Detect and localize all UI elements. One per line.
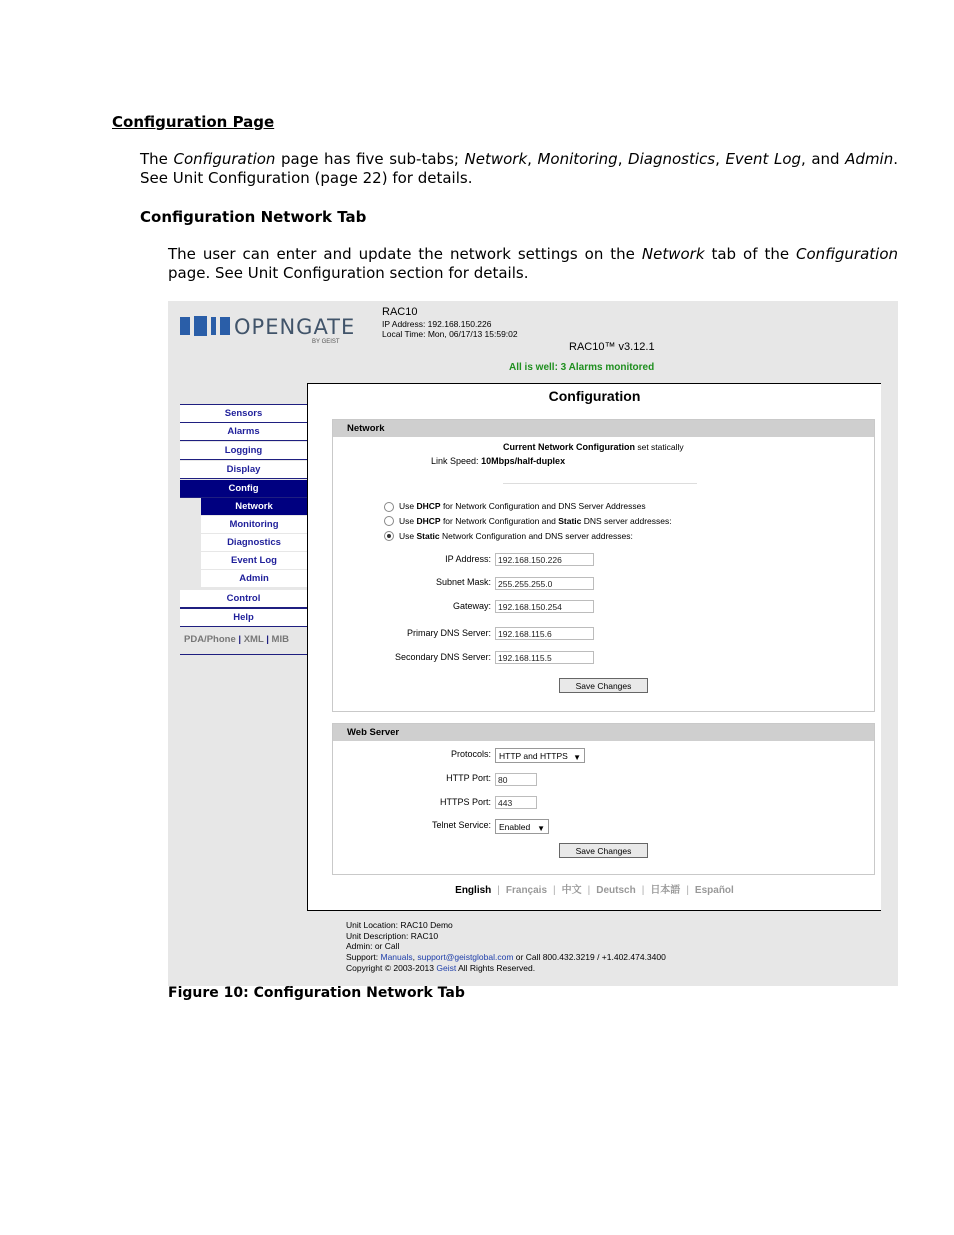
radio-dhcp-static-dns-label: Use DHCP for Network Configuration and Static DNS server addresses: xyxy=(399,516,672,526)
radio-dhcp-all-label: Use DHCP for Network Configuration and DNS Server Addresses xyxy=(399,501,646,511)
https-port-input[interactable]: 443 xyxy=(495,796,537,809)
lang-english[interactable]: English xyxy=(455,885,492,896)
protocols-select[interactable]: HTTP and HTTPS ▼ xyxy=(495,748,585,763)
lang-chinese[interactable]: 中文 xyxy=(561,885,582,896)
network-paragraph: The user can enter and update the network settings on the Network tab of the Configuration page. See Unit Configuration section for details. xyxy=(168,245,898,282)
nav-control[interactable]: Control xyxy=(180,590,307,608)
nav-network[interactable]: Network xyxy=(201,498,307,515)
subnet-mask-label: Subnet Mask: xyxy=(435,577,491,587)
section-heading: Configuration Page xyxy=(112,113,275,131)
unit-location: Unit Location: RAC10 Demo xyxy=(346,920,453,930)
main-content xyxy=(307,383,881,911)
language-selector: English | Français | 中文 | Deutsch | 日本語 | Español xyxy=(455,885,734,896)
nav-logging[interactable]: Logging xyxy=(180,442,307,460)
https-port-label: HTTPS Port: xyxy=(439,797,491,807)
radio-dhcp-static-dns[interactable] xyxy=(384,516,394,526)
ip-address-input[interactable]: 192.168.150.226 xyxy=(495,553,594,566)
page-title: Configuration xyxy=(548,388,641,404)
nav-help[interactable]: Help xyxy=(180,609,307,627)
link-speed-line: Link Speed: 10Mbps/half-duplex xyxy=(431,456,566,466)
network-save-button[interactable]: Save Changes xyxy=(559,678,648,693)
lang-japanese[interactable]: 日本語 xyxy=(650,885,681,896)
figure-caption: Figure 10: Configuration Network Tab xyxy=(168,985,465,1001)
network-section xyxy=(332,419,875,712)
nav-sensors[interactable]: Sensors xyxy=(180,404,307,423)
support-line: Support: Manuals, support@geistglobal.com or Call 800.432.3219 / +1.402.474.3400 xyxy=(346,952,666,963)
unit-admin: Admin: or Call xyxy=(346,941,400,952)
link-pda-phone[interactable]: PDA/Phone xyxy=(184,634,236,645)
nav-alt-links: PDA/Phone | XML | MIB xyxy=(184,634,289,645)
gateway-label: Gateway: xyxy=(452,601,491,611)
unit-description: Unit Description: RAC10 xyxy=(346,930,439,941)
link-xml[interactable]: XML xyxy=(243,634,264,645)
opengate-logo: OPENGATE BY GEIST xyxy=(180,315,360,349)
nav-diagnostics[interactable]: Diagnostics xyxy=(201,534,307,551)
ip-address-label: IP Address: xyxy=(445,554,491,564)
secondary-dns-input[interactable]: 192.168.115.5 xyxy=(495,651,594,664)
local-time-line: Local Time: Mon, 06/17/13 15:59:02 xyxy=(382,329,518,339)
lang-french[interactable]: Français xyxy=(505,885,548,896)
nav-config[interactable]: Config xyxy=(180,480,307,498)
chevron-down-icon: ▼ xyxy=(573,753,581,762)
divider xyxy=(503,483,697,484)
gateway-input[interactable]: 192.168.150.254 xyxy=(495,600,594,613)
http-port-label: HTTP Port: xyxy=(446,773,491,783)
telnet-select[interactable]: Enabled ▼ xyxy=(495,819,549,834)
nav-display[interactable]: Display xyxy=(180,461,307,479)
primary-dns-label: Primary DNS Server: xyxy=(406,628,491,638)
alarm-status[interactable]: All is well: 3 Alarms monitored xyxy=(509,362,655,373)
network-section-header: Network xyxy=(333,420,874,437)
nav-monitoring[interactable]: Monitoring xyxy=(201,516,307,533)
protocols-label: Protocols: xyxy=(450,749,491,759)
web-server-section xyxy=(332,723,875,875)
chevron-down-icon: ▼ xyxy=(537,824,545,833)
web-save-button[interactable]: Save Changes xyxy=(559,843,648,858)
device-name: RAC10 xyxy=(382,306,418,318)
copyright-line: Copyright © 2003-2013 Geist All Rights Reserved. xyxy=(346,962,536,973)
link-mib[interactable]: MIB xyxy=(271,634,289,645)
http-port-input[interactable]: 80 xyxy=(495,773,537,786)
unit-footer xyxy=(346,920,666,974)
nav-admin[interactable]: Admin xyxy=(201,570,307,587)
intro-paragraph: The Configuration page has five sub-tabs; Network, Monitoring, Diagnostics, Event Log, and Admin. See Unit Configuration (page 22) for details. xyxy=(140,150,899,187)
geist-link[interactable]: Geist xyxy=(436,962,457,973)
ip-address-line: IP Address: 192.168.150.226 xyxy=(382,319,492,329)
nav-event-log[interactable]: Event Log xyxy=(201,552,307,569)
primary-dns-input[interactable]: 192.168.115.6 xyxy=(495,627,594,640)
web-server-section-header: Web Server xyxy=(333,724,874,741)
subnet-mask-input[interactable]: 255.255.255.0 xyxy=(495,577,594,590)
secondary-dns-label: Secondary DNS Server: xyxy=(394,652,491,662)
lang-german[interactable]: Deutsch xyxy=(596,885,636,896)
nav-alarms[interactable]: Alarms xyxy=(180,423,307,441)
radio-dhcp-all[interactable] xyxy=(384,502,394,512)
support-email-link[interactable]: support@geistglobal.com xyxy=(417,952,514,963)
current-config-line: Current Network Configuration set statically xyxy=(503,442,684,452)
lang-spanish[interactable]: Español xyxy=(694,885,734,896)
version-label: RAC10™ v3.12.1 xyxy=(569,341,655,353)
manuals-link[interactable]: Manuals xyxy=(380,952,413,963)
figure-screenshot xyxy=(168,301,898,986)
telnet-label: Telnet Service: xyxy=(431,820,491,830)
radio-static-all[interactable] xyxy=(384,531,394,541)
radio-static-all-label: Use Static Network Configuration and DNS server addresses: xyxy=(399,531,633,541)
subsection-heading: Configuration Network Tab xyxy=(140,208,367,226)
